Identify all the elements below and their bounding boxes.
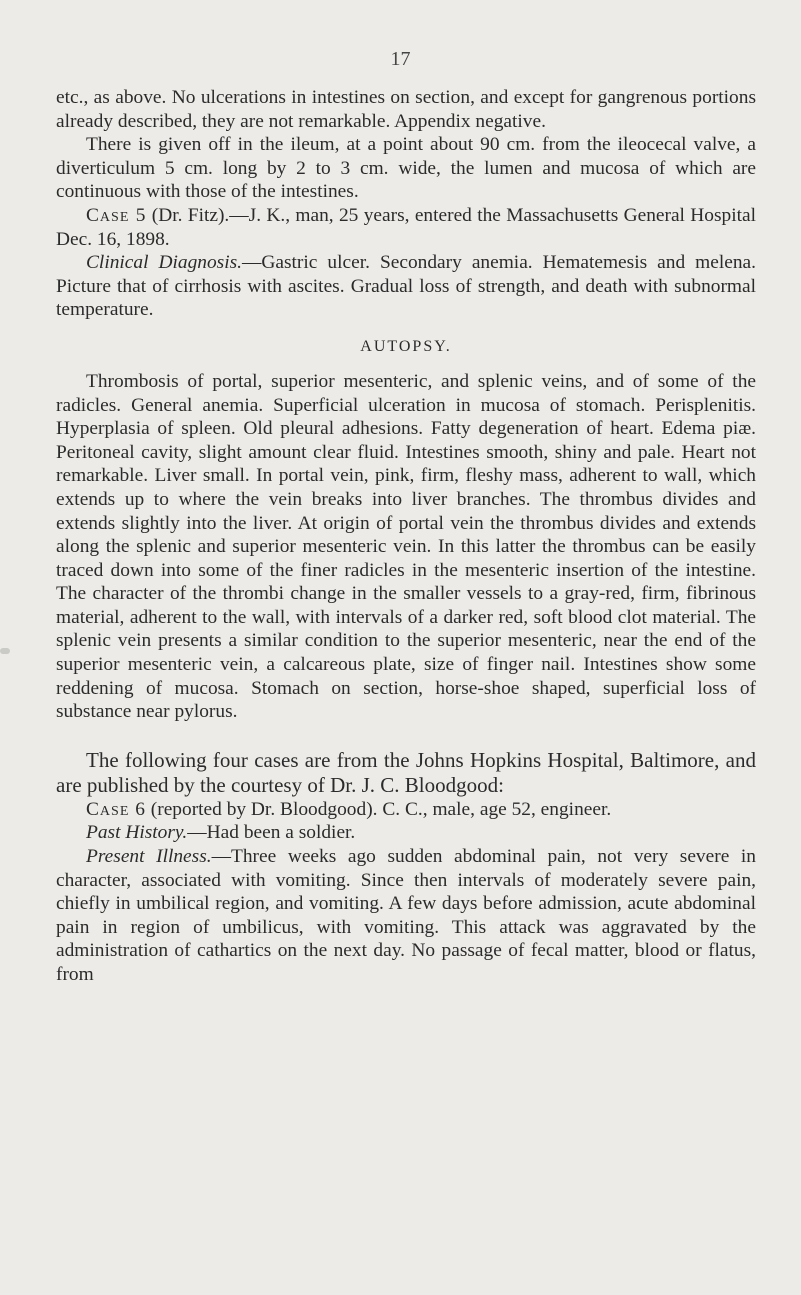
paragraph-case-5 bbox=[56, 204, 756, 251]
page-body bbox=[56, 86, 756, 987]
paragraph-autopsy: Thrombosis of portal, superior mesenteric, and splenic veins, and of some of the radicles. General anemia. Superficial ulceration in mucosa of stomach. Perisplenitis. Hyperplasia of spleen. Old pleural adhesions. Fatty degeneration of heart. Edema piæ. Peritoneal cavity, slight amount clear fluid. Intestines smooth, shiny and pale. Heart not remarkable. Liver small. In portal vein, pink, firm, fleshy mass, adherent to wall, which extends up to where the vein breaks into liver branches. The thrombus divides and extends slightly into the liver. At origin of portal vein the thrombus divides and extends along the splenic and superior mesenteric vein. In this latter the thrombus can be easily traced down into some of the finer radicles in the mesenteric insertion of the intestine. The character of the thrombi change in the smaller vessels to a gray-red, firm, fibrinous material, adherent to the wall, with intervals of a darker red, soft blood clot material. The splenic vein presents a similar condition to the superior mesenteric, near the end of the superior mesenteric vein, a calcareous plate, size of finger nail. Intestines show some reddening of mucosa. Stomach on section, horse-shoe shaped, superficial loss of substance near pylorus. bbox=[56, 370, 756, 723]
present-illness-label: Present Illness. bbox=[86, 846, 212, 868]
case-label: Case 5 bbox=[86, 204, 147, 226]
case-text: (Dr. Fitz).—J. K., man, 25 years, entered the Massachusetts General Hospital Dec. 16, 1898. bbox=[56, 204, 756, 250]
paragraph-present-illness bbox=[56, 845, 756, 987]
paragraph-case-6 bbox=[56, 798, 756, 822]
clinical-diagnosis-text: —Gastric ulcer. Secondary anemia. Hematemesis and melena. Picture that of cirrhosis with ascites. Gradual loss of strength, and death with subnormal temperature. bbox=[56, 252, 756, 321]
paragraph-diverticulum: There is given off in the ileum, at a point about 90 cm. from the ileocecal valve, a diverticulum 5 cm. long by 2 to 3 cm. wide, the lumen and mucosa of which are continuous with those of the intestines. bbox=[56, 134, 756, 203]
section-heading: AUTOPSY. bbox=[360, 337, 452, 355]
case-label: Case 6 bbox=[86, 798, 146, 820]
present-illness-text: —Three weeks ago sudden abdominal pain, not very severe in character, associated with vomiting. Since then intervals of moderately severe pain, chiefly in umbilical region, and vomiting. A few days before admission, acute abdominal pain in region of umbilicus, with vomiting. This attack was aggravated by the administration of cathartics on the next day. No passage of fecal matter, blood or flatus, from bbox=[56, 846, 756, 985]
case-text: (reported by Dr. Bloodgood). C. C., male, age 52, engineer. bbox=[145, 798, 612, 820]
spacer bbox=[56, 724, 756, 748]
page-number: 17 bbox=[390, 48, 411, 70]
paragraph-continuation: etc., as above. No ulcerations in intestines on section, and except for gangrenous portions already described, they are not remarkable. Appendix negative. bbox=[56, 87, 756, 132]
past-history-text: —Had been a soldier. bbox=[187, 822, 356, 844]
paragraph-hopkins-intro: The following four cases are from the Johns Hopkins Hospital, Baltimore, and are published by the courtesy of Dr. J. C. Bloodgood: bbox=[56, 747, 756, 797]
paragraph-clinical-diagnosis bbox=[56, 251, 756, 322]
clinical-diagnosis-label: Clinical Diagnosis. bbox=[86, 252, 242, 274]
past-history-label: Past History. bbox=[86, 822, 188, 844]
margin-mark bbox=[0, 648, 10, 654]
paragraph-past-history bbox=[56, 821, 756, 845]
